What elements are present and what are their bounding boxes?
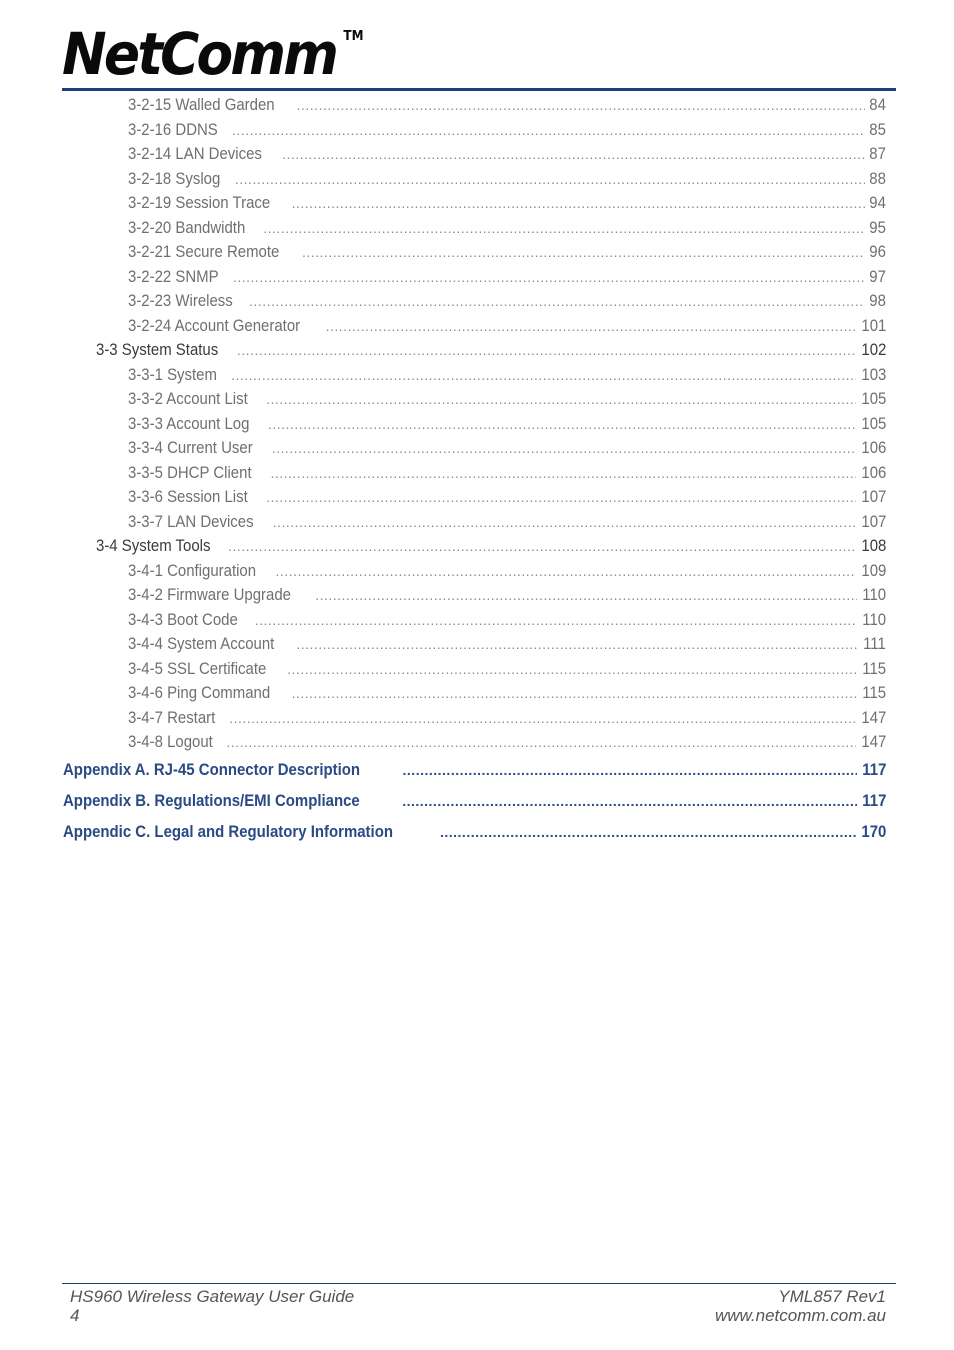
toc-dot-leader bbox=[232, 120, 865, 140]
toc-entry[interactable] bbox=[128, 240, 886, 262]
toc-entry-title: 3-2-16 DDNS bbox=[128, 119, 218, 139]
toc-appendix-entry[interactable] bbox=[63, 758, 886, 780]
toc-entry-page: 115 bbox=[862, 683, 886, 702]
toc-entry[interactable] bbox=[128, 510, 886, 532]
toc-entry[interactable] bbox=[128, 730, 886, 752]
toc-entry-page: 106 bbox=[861, 438, 886, 457]
toc-appendix-entry[interactable] bbox=[63, 820, 886, 842]
toc-dot-leader bbox=[228, 536, 856, 556]
toc-entry-title: Appendic C. Legal and Regulatory Information bbox=[63, 822, 393, 841]
toc-entry[interactable] bbox=[128, 93, 886, 115]
toc-entry-page: 103 bbox=[861, 364, 886, 384]
footer-left bbox=[70, 1287, 354, 1325]
toc-dot-leader bbox=[273, 512, 856, 532]
toc-dot-leader bbox=[315, 585, 857, 605]
toc-entry-page: 147 bbox=[861, 707, 886, 727]
toc-entry[interactable] bbox=[96, 338, 886, 360]
toc-entry-page: 110 bbox=[862, 585, 886, 604]
header-rule bbox=[62, 88, 896, 91]
toc-entry-title: 3-2-15 Walled Garden bbox=[128, 95, 275, 114]
toc-entry-page: 105 bbox=[861, 389, 886, 408]
toc-entry-page: 170 bbox=[861, 822, 886, 841]
toc-entry-page: 101 bbox=[861, 315, 886, 335]
toc-entry-title: 3-2-22 SNMP bbox=[128, 266, 219, 286]
toc-entry[interactable] bbox=[128, 632, 886, 654]
toc-entry-title: 3-3-3 Account Log bbox=[128, 413, 250, 433]
toc-entry-title: 3-4-3 Boot Code bbox=[128, 609, 238, 629]
toc-entry-page: 105 bbox=[861, 413, 886, 433]
toc-entry-page: 107 bbox=[861, 487, 886, 506]
toc-entry[interactable] bbox=[128, 461, 886, 483]
toc-dot-leader bbox=[266, 389, 856, 409]
toc-dot-leader bbox=[233, 267, 865, 287]
toc-dot-leader bbox=[440, 822, 856, 842]
toc-entry-page: 84 bbox=[869, 95, 886, 114]
toc-dot-leader bbox=[276, 561, 856, 581]
toc-dot-leader bbox=[268, 414, 856, 434]
toc-entry[interactable] bbox=[128, 412, 886, 434]
toc-entry-page: 117 bbox=[861, 760, 886, 779]
toc-entry-page: 85 bbox=[869, 119, 886, 139]
toc-entry-title: 3-3-6 Session List bbox=[128, 487, 248, 506]
toc-dot-leader bbox=[297, 95, 865, 115]
toc-appendix-entry[interactable] bbox=[63, 789, 886, 811]
toc-dot-leader bbox=[229, 708, 855, 728]
toc-entry[interactable] bbox=[128, 608, 886, 630]
toc-entry-title: 3-4-8 Logout bbox=[128, 732, 213, 751]
toc-entry-page: 108 bbox=[861, 536, 886, 555]
toc-entry[interactable] bbox=[128, 314, 886, 336]
toc-entry-page: 117 bbox=[861, 791, 886, 810]
toc-entry[interactable] bbox=[128, 363, 886, 385]
toc-dot-leader bbox=[266, 487, 856, 507]
toc-entry[interactable] bbox=[128, 289, 886, 311]
toc-dot-leader bbox=[326, 316, 856, 336]
toc-entry-title: 3-2-19 Session Trace bbox=[128, 193, 271, 212]
toc-entry[interactable] bbox=[128, 167, 886, 189]
toc-entry-title: 3-2-14 LAN Devices bbox=[128, 144, 262, 163]
toc-entry[interactable] bbox=[128, 191, 886, 213]
toc-entry-page: 94 bbox=[869, 193, 886, 212]
toc-entry[interactable] bbox=[128, 436, 886, 458]
toc-dot-leader bbox=[235, 169, 865, 189]
toc-dot-leader bbox=[263, 218, 865, 238]
toc-entry[interactable] bbox=[96, 534, 886, 556]
toc-entry-page: 106 bbox=[861, 462, 886, 482]
toc-entry-page: 87 bbox=[869, 144, 886, 163]
toc-dot-leader bbox=[255, 610, 857, 630]
toc-entry[interactable] bbox=[128, 485, 886, 507]
toc-entry-page: 115 bbox=[862, 658, 886, 678]
toc-dot-leader bbox=[226, 732, 855, 752]
toc-entry[interactable] bbox=[128, 681, 886, 703]
toc-dot-leader bbox=[292, 193, 865, 213]
toc-entry-title: 3-4-5 SSL Certificate bbox=[128, 658, 267, 678]
toc-entry-title: Appendix B. Regulations/EMI Compliance bbox=[63, 791, 360, 810]
toc-entry-title: 3-3-2 Account List bbox=[128, 389, 248, 408]
toc-entry-title: 3-3 System Status bbox=[96, 340, 219, 359]
toc-entry-title: 3-3-1 System bbox=[128, 364, 217, 384]
toc-dot-leader bbox=[231, 365, 856, 385]
toc-dot-leader bbox=[302, 242, 865, 262]
toc-entry-title: 3-3-7 LAN Devices bbox=[128, 511, 254, 531]
toc-entry[interactable] bbox=[128, 118, 886, 140]
toc-entry-title: 3-2-24 Account Generator bbox=[128, 315, 301, 335]
logo-trademark: TM bbox=[343, 29, 364, 44]
toc-dot-leader bbox=[296, 634, 858, 654]
toc-entry[interactable] bbox=[128, 559, 886, 581]
toc-entry-page: 88 bbox=[869, 168, 886, 188]
footer-revision: YML857 Rev1 bbox=[778, 1287, 886, 1306]
toc-dot-leader bbox=[272, 438, 856, 458]
footer-website: www.netcomm.com.au bbox=[715, 1306, 886, 1325]
toc-entry[interactable] bbox=[128, 142, 886, 164]
toc-entry-title: 3-4-2 Firmware Upgrade bbox=[128, 585, 291, 604]
toc-entry[interactable] bbox=[128, 583, 886, 605]
toc-entry-title: 3-4-7 Restart bbox=[128, 707, 216, 727]
toc-entry-title: 3-3-5 DHCP Client bbox=[128, 462, 252, 482]
netcomm-logo bbox=[62, 20, 364, 88]
toc-dot-leader bbox=[403, 760, 857, 780]
toc-dot-leader bbox=[292, 683, 857, 703]
toc-entry-page: 109 bbox=[861, 560, 886, 580]
toc-entry-title: 3-4 System Tools bbox=[96, 536, 211, 555]
toc-entry-page: 102 bbox=[861, 340, 886, 359]
logo-text: NetComm bbox=[62, 20, 337, 88]
toc-entry-page: 96 bbox=[869, 242, 886, 261]
toc-entry-page: 97 bbox=[869, 266, 886, 286]
toc-entry-page: 110 bbox=[862, 609, 886, 629]
toc-dot-leader bbox=[249, 291, 865, 311]
toc-entry-title: 3-2-21 Secure Remote bbox=[128, 242, 280, 261]
toc-entry-title: 3-4-6 Ping Command bbox=[128, 683, 271, 702]
footer-rule bbox=[62, 1283, 896, 1284]
footer-doc-title: HS960 Wireless Gateway User Guide bbox=[70, 1287, 355, 1306]
toc-entry-title: 3-4-1 Configuration bbox=[128, 560, 257, 580]
toc-entry-title: 3-2-20 Bandwidth bbox=[128, 217, 246, 237]
toc-entry-title: 3-4-4 System Account bbox=[128, 634, 275, 653]
toc-entry[interactable] bbox=[128, 216, 886, 238]
toc-dot-leader bbox=[287, 659, 857, 679]
toc-dot-leader bbox=[402, 791, 856, 811]
toc-entry-page: 111 bbox=[863, 634, 886, 653]
toc-entry-title: Appendix A. RJ-45 Connector Description bbox=[63, 760, 361, 779]
toc-entry[interactable] bbox=[128, 657, 886, 679]
toc-dot-leader bbox=[237, 340, 856, 360]
toc-entry[interactable] bbox=[128, 265, 886, 287]
toc-entry-page: 95 bbox=[869, 217, 886, 237]
toc-entry-title: 3-2-18 Syslog bbox=[128, 168, 221, 188]
toc-entry-title: 3-3-4 Current User bbox=[128, 438, 253, 457]
toc-entry[interactable] bbox=[128, 706, 886, 728]
footer-page-number: 4 bbox=[70, 1306, 80, 1325]
toc-entry-page: 147 bbox=[861, 732, 886, 751]
toc-dot-leader bbox=[282, 144, 865, 164]
toc-entry-title: 3-2-23 Wireless bbox=[128, 291, 233, 310]
footer-right bbox=[715, 1287, 886, 1325]
toc-entry[interactable] bbox=[128, 387, 886, 409]
toc-entry-page: 98 bbox=[869, 291, 886, 310]
toc-dot-leader bbox=[270, 463, 855, 483]
toc-entry-page: 107 bbox=[861, 511, 886, 531]
